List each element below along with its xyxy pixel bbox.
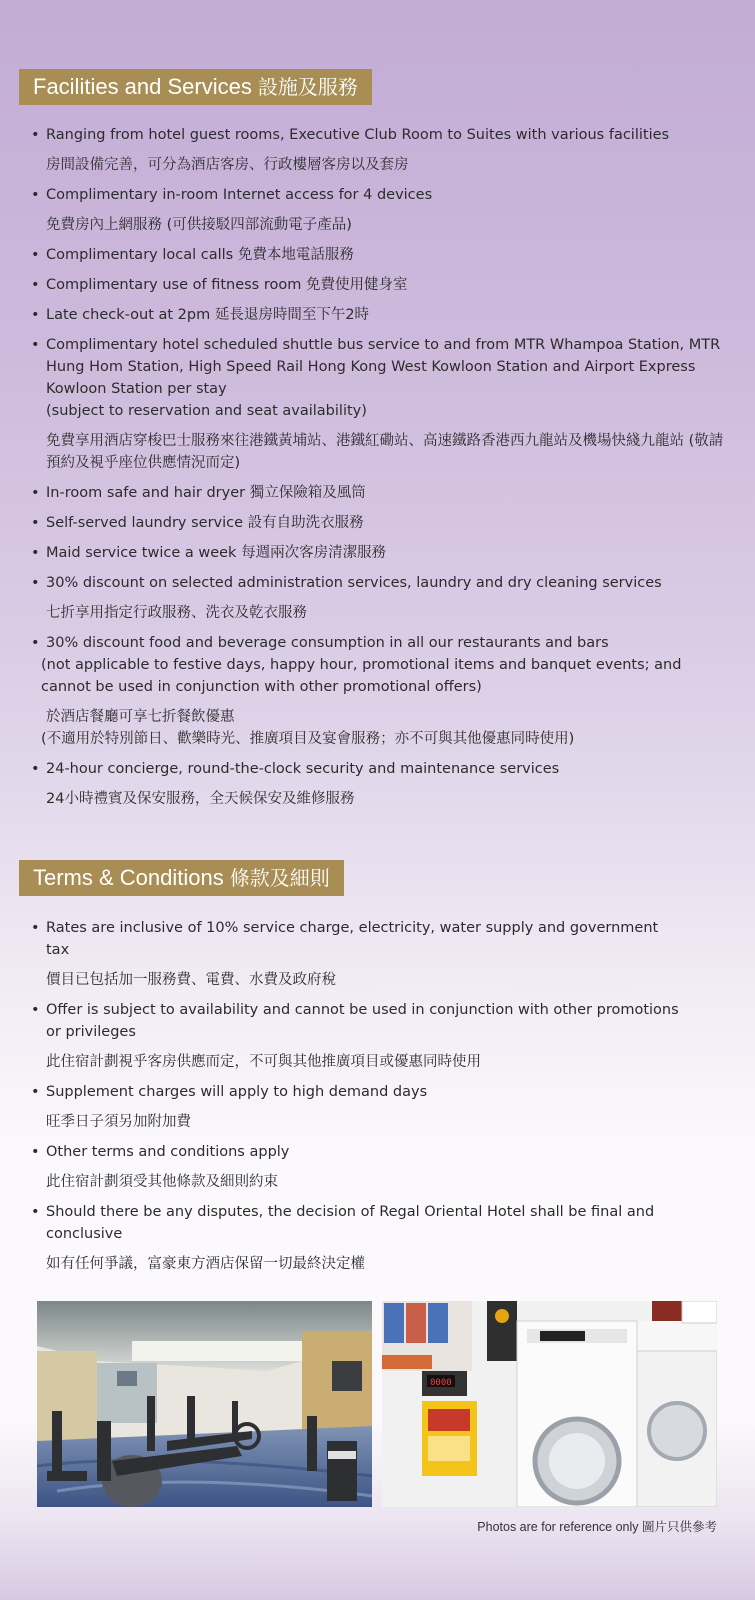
- list-item: • Complimentary use of fitness room 免費使用健身室: [31, 274, 731, 296]
- facilities-header: [19, 69, 372, 105]
- list-item: • 30% discount food and beverage consumption in all our restaurants and bars (not applicable to festive days, happy hour, promotional items and banquet events; and cannot be used in conjunction with other promotional offers) 於酒店餐廳可享七折餐飲優惠 (不適用於特別節日、歡樂時光、推廣項目及宴會服務；亦不可與其他優惠同時使用): [31, 632, 731, 750]
- terms-title-en: Terms & Conditions: [33, 865, 224, 890]
- facilities-title-en: Facilities and Services: [33, 74, 252, 99]
- list-item: • Ranging from hotel guest rooms, Executive Club Room to Suites with various facilities 房間設備完善，可分為酒店客房、行政樓層客房以及套房: [31, 124, 731, 176]
- facilities-list: [31, 124, 731, 810]
- list-item: • Complimentary local calls 免費本地電話服務: [31, 244, 731, 266]
- laundry-photo: [382, 1301, 717, 1507]
- list-item: • In-room safe and hair dryer 獨立保險箱及風筒: [31, 482, 731, 504]
- terms-list: [31, 917, 681, 1275]
- meter-display: 0000: [430, 1378, 452, 1388]
- list-item: • Complimentary in-room Internet access for 4 devices 免費房內上網服務 (可供接駁四部流動電子產品): [31, 184, 731, 236]
- list-item: • Maid service twice a week 每週兩次客房清潔服務: [31, 542, 731, 564]
- facilities-title-zh: 設施及服務: [257, 75, 358, 99]
- terms-header: [19, 860, 344, 896]
- list-item: • Other terms and conditions apply 此住宿計劃須受其他條款及細則約束: [31, 1141, 681, 1193]
- list-item: • Should there be any disputes, the decision of Regal Oriental Hotel shall be final and conclusive 如有任何爭議，富豪東方酒店保留一切最終決定權: [31, 1201, 681, 1275]
- list-item: • Supplement charges will apply to high demand days 旺季日子須另加附加費: [31, 1081, 681, 1133]
- list-item: • 24-hour concierge, round-the-clock security and maintenance services 24小時禮賓及保安服務，全天候保安及維修服務: [31, 758, 731, 810]
- list-item: • Self-served laundry service 設有自助洗衣服務: [31, 512, 731, 534]
- list-item: • Rates are inclusive of 10% service charge, electricity, water supply and government tax 價目已包括加一服務費、電費、水費及政府稅: [31, 917, 681, 991]
- list-item: • Complimentary hotel scheduled shuttle bus service to and from MTR Whampoa Station, MTR Hung Hom Station, High Speed Rail Hong Kong West Kowloon Station and Airport Express Kowloon Station per stay (subject to reservation and seat availability) 免費享用酒店穿梭巴士服務來往港鐵黃埔站、港鐵紅磡站、高速鐵路香港西九龍站及機場快綫九龍站 (敬請預約及視乎座位供應情況而定): [31, 334, 731, 474]
- list-item: • 30% discount on selected administration services, laundry and dry cleaning services 七折享用指定行政服務、洗衣及乾衣服務: [31, 572, 731, 624]
- list-item: • Late check-out at 2pm 延長退房時間至下午2時: [31, 304, 731, 326]
- list-item: • Offer is subject to availability and cannot be used in conjunction with other promotions or privileges 此住宿計劃視乎客房供應而定，不可與其他推廣項目或優惠同時使用: [31, 999, 681, 1073]
- terms-title-zh: 條款及細則: [229, 866, 330, 890]
- gym-photo: [37, 1301, 372, 1507]
- photo-caption: Photos are for reference only 圖片只供參考: [477, 1520, 717, 1534]
